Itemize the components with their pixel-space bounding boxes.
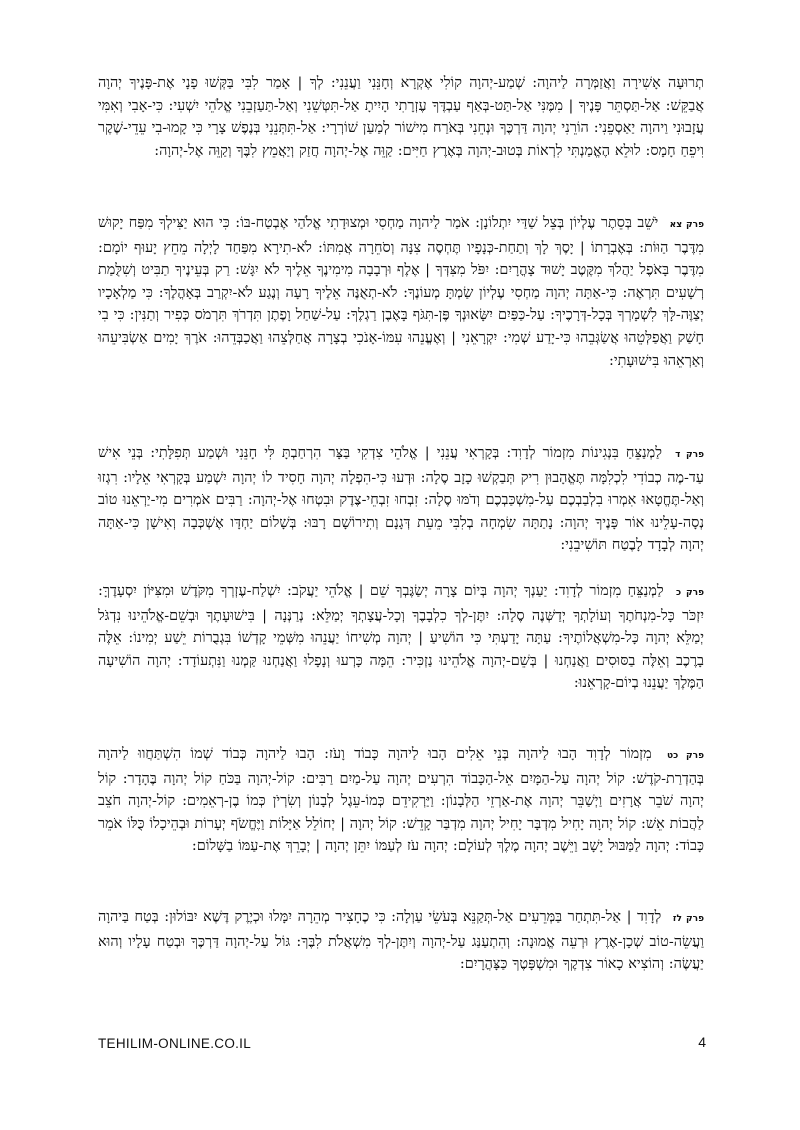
chapter-label: פרק כט (667, 751, 705, 761)
chapter-label: פרק כ (676, 588, 704, 598)
psalm-37 (98, 906, 704, 976)
psalm-20 (98, 580, 704, 695)
chapter-label: פרק צא (669, 220, 704, 230)
psalm-text: תְרוּעָה אָשִׁירָה וַאֲזַמְּרָה לַיהוָה: שְׁמַע-יְהוָה קוֹלִי אֶקְרָא וְחָנֵּנִי וַעֲנֵנִי: לְךָ | אָמַר לִבִּי בַּקְּשׁוּ פָנָי אֶת-פָּנֶיךָ יְהוָה אֲבַקֵּשׁ: אַל-תַּסְתֵּר פָּנֶיךָ | מִמֶּנִּי אַל-תַּט-בְּאַף עַבְדֶּךָ עֶזְרָתִי הָיִיתָ אַל-תִּטְּשֵׁנִי וְאַל-תַּעַזְבֵנִי אֱלֹהֵי יִשְׁעִי: כִּי-אָבִי וְאִמִּי עֲזָבוּנִי וַיהוָה יַאַסְפֵנִי: הוֹרֵנִי יְהוָה דַּרְכֶּךָ וּנְחֵנִי בְּאֹרַח מִישׁוֹר לְמַעַן שׁוֹרְרָי: אַל-תִּתְּנֵנִי בְּנֶפֶשׁ צָרָי כִּי קָמוּ-בִי עֵדֵי-שֶׁקֶר וִיפֵחַ חָמָס: לוּלֵא הֶאֱמַנְתִּי לִרְאוֹת בְּטוּב-יְהוָה בְּאֶרֶץ חַיִּים: קַוֵּה אֶל-יְהוָה חֲזַק וְיַאֲמֵץ לִבֶּךָ וְקַוֵּה אֶל-יְהוָה: (98, 75, 704, 159)
psalm-text: לְדָוִד | אַל-תִּתְחַר בַּמְּרֵעִים אַל-תְּקַנֵּא בְּעֹשֵׂי עַוְלָה: כִּי כֶחָצִיר מְהֵרָה יִמָּלוּ וּכְיֶרֶק דֶּשֶׁא יִבּוֹלוּן: בְּטַח בַּיהוָה וַעֲשֵׂה-טוֹב שְׁכָן-אֶרֶץ וּרְעֵה אֱמוּנָה: וְהִתְעַנַּג עַל-יְהוָה וְיִתֶּן-לְךָ מִשְׁאֲלֹת לִבֶּךָ: גּוֹל עַל-יְהוָה דַּרְכֶּךָ וּבְטַח עָלָיו וְהוּא יַעֲשֶׂה: וְהוֹצִיא כָאוֹר צִדְקֶךָ וּמִשְׁפָּטֶךָ כַּצָּהֳרָיִם: (98, 909, 704, 973)
psalm-4 (98, 442, 704, 557)
psalm-text: לַמְנַצֵּחַ בִּנְגִינוֹת מִזְמוֹר לְדָוִד: בְּקָרְאִי עֲנֵנִי | אֱלֹהֵי צִדְקִי בַּצָּר הִרְחַבְתָּ לִּי חָנֵּנִי וּשְׁמַע תְּפִלָּתִי: בְּנֵי אִישׁ עַד-מֶה כְבוֹדִי לִכְלִמָּה תֶּאֱהָבוּן רִיק תְּבַקְשׁוּ כָזָב סֶלָה: וּדְעוּ כִּי-הִפְלָה יְהוָה חָסִיד לוֹ יְהוָה יִשְׁמַע בְּקָרְאִי אֵלָיו: רִגְזוּ וְאַל-תֶּחֱטָאוּ אִמְרוּ בִלְבַבְכֶם עַל-מִשְׁכַּבְכֶם וְדֹמּוּ סֶלָה: זִבְחוּ זִבְחֵי-צֶדֶק וּבִטְחוּ אֶל-יְהוָה: רַבִּים אֹמְרִים מִי-יַרְאֵנוּ טוֹב נְסָה-עָלֵינוּ אוֹר פָּנֶיךָ יְהוָה: נָתַתָּה שִׂמְחָה בְלִבִּי מֵעֵת דְּגָנָם וְתִירוֹשָׁם רָבּוּ: בְּשָׁלוֹם יַחְדָּו אֶשְׁכְּבָה וְאִישָׁן כִּי-אַתָּה יְהוָה לְבָדָד לָבֶטַח תּוֹשִׁיבֵנִי: (98, 445, 704, 554)
psalm-text: לַמְנַצֵּחַ מִזְמוֹר לְדָוִד: יַעַנְךָ יְהוָה בְּיוֹם צָרָה יְשַׂגֶּבְךָ שֵׁם | אֱלֹהֵי יַעֲקֹב: יִשְׁלַח-עֶזְרְךָ מִקֹּדֶשׁ וּמִצִּיּוֹן יִסְעָדֶךָּ: יִזְכֹּר כָּל-מִנְחֹתֶךָ וְעוֹלָתְךָ יְדַשְּׁנֶה סֶלָה: יִתֶּן-לְךָ כִלְבָבֶךָ וְכָל-עֲצָתְךָ יְמַלֵּא: נְרַנְּנָה | בִּישׁוּעָתֶךָ וּבְשֵׁם-אֱלֹהֵינוּ נִדְגֹּל יְמַלֵּא יְהוָה כָּל-מִשְׁאֲלוֹתֶיךָ: עַתָּה יָדַעְתִּי כִּי הוֹשִׁיעַ | יְהוָה מְשִׁיחוֹ יַעֲנֵהוּ מִשְּׁמֵי קָדְשׁוֹ בִּגְבֻרוֹת יֵשַׁע יְמִינוֹ: אֵלֶּה בָרֶכֶב וְאֵלֶּה בַסּוּסִים וַאֲנַחְנוּ | בְּשֵׁם-יְהוָה אֱלֹהֵינוּ נַזְכִּיר: הֵמָּה כָּרְעוּ וְנָפָלוּ וַאֲנַחְנוּ קַּמְנוּ וַנִּתְעוֹדָד: יְהוָה הוֹשִׁיעָה הַמֶּלֶךְ יַעֲנֵנוּ בְיוֹם-קָרְאֵנוּ: (98, 583, 704, 692)
psalm-91 (98, 212, 704, 372)
psalm-text: יֹשֵׁב בְּסֵתֶר עֶלְיוֹן בְּצֵל שַׁדַּי יִתְלוֹנָן: אֹמַר לַיהוָה מַחְסִי וּמְצוּדָתִי אֱלֹהַי אֶבְטַח-בּוֹ: כִּי הוּא יַצִּילְךָ מִפַּח יָקוּשׁ מִדֶּבֶר הַוּוֹת: בְּאֶבְרָתוֹ | יָסֶךְ לָךְ וְתַחַת-כְּנָפָיו תֶּחְסֶה צִנָּה וְסֹחֵרָה אֲמִתּוֹ: לֹא-תִירָא מִפַּחַד לָיְלָה מֵחֵץ יָעוּף יוֹמָם: מִדֶּבֶר בָּאֹפֶל יַהֲלֹךְ מִקֶּטֶב יָשׁוּד צָהֳרָיִם: יִפֹּל מִצִּדְּךָ | אֶלֶף וּרְבָבָה מִימִינֶךָ אֵלֶיךָ לֹא יִגָּשׁ: רַק בְּעֵינֶיךָ תַבִּיט וְשִׁלֻּמַת רְשָׁעִים תִּרְאֶה: כִּי-אַתָּה יְהוָה מַחְסִי עֶלְיוֹן שַׂמְתָּ מְעוֹנֶךָ: לֹא-תְאֻנֶּה אֵלֶיךָ רָעָה וְנֶגַע לֹא-יִקְרַב בְּאָהֳלֶךָ: כִּי מַלְאָכָיו יְצַוֶּה-לָּךְ לִשְׁמָרְךָ בְּכָל-דְּרָכֶיךָ: עַל-כַּפַּיִם יִשָּׂאוּנְךָ פֶּן-תִּגֹּף בָּאֶבֶן רַגְלֶךָ: עַל-שַׁחַל וָפֶתֶן תִּדְרֹךְ תִּרְמֹס כְּפִיר וְתַנִּין: כִּי בִי חָשַׁק וַאֲפַלְּטֵהוּ אֲשַׂגְּבֵהוּ כִּי-יָדַע שְׁמִי: יִקְרָאֵנִי | וְאֶעֱנֵהוּ עִמּוֹ-אָנֹכִי בְצָרָה אֲחַלְּצֵהוּ וַאֲכַבְּדֵהוּ: אֹרֶךְ יָמִים אַשְׂבִּיעֵהוּ וְאַרְאֵהוּ בִּישׁוּעָתִי: (98, 215, 704, 369)
footer-website: TEHILIM-ONLINE.CO.IL (98, 1036, 252, 1051)
page-number: 4 (698, 1034, 706, 1050)
psalm-text: מִזְמוֹר לְדָוִד הָבוּ לַיהוָה בְּנֵי אֵלִים הָבוּ לַיהוָה כָּבוֹד וָעֹז: הָבוּ לַיהוָה כְּבוֹד שְׁמוֹ הִשְׁתַּחֲווּ לַיהוָה בְּהַדְרַת-קֹדֶשׁ: קוֹל יְהוָה עַל-הַמָּיִם אֵל-הַכָּבוֹד הִרְעִים יְהוָה עַל-מַיִם רַבִּים: קוֹל-יְהוָה בַּכֹּחַ קוֹל יְהוָה בֶּהָדָר: קוֹל יְהוָה שֹׁבֵר אֲרָזִים וַיְשַׁבֵּר יְהוָה אֶת-אַרְזֵי הַלְּבָנוֹן: וַיַּרְקִידֵם כְּמוֹ-עֵגֶל לְבָנוֹן וְשִׂרְיֹן כְּמוֹ בֶן-רְאֵמִים: קוֹל-יְהוָה חֹצֵב לַהֲבוֹת אֵשׁ: קוֹל יְהוָה יָחִיל מִדְבָּר יָחִיל יְהוָה מִדְבַּר קָדֵשׁ: קוֹל יְהוָה | יְחוֹלֵל אַיָּלוֹת וַיֶּחֱשֹׂף יְעָרוֹת וּבְהֵיכָלוֹ כֻּלּוֹ אֹמֵר כָּבוֹד: יְהוָה לַמַּבּוּל יָשָׁב וַיֵּשֶׁב יְהוָה מֶלֶךְ לְעוֹלָם: יְהוָה עֹז לְעַמּוֹ יִתֵּן יְהוָה | יְבָרֵךְ אֶת-עַמּוֹ בַשָּׁלוֹם: (98, 746, 704, 855)
chapter-label: פרק ד (675, 450, 704, 460)
psalm-29 (98, 743, 704, 858)
psalm-27-continuation (98, 72, 704, 162)
chapter-label: פרק לז (672, 914, 705, 924)
